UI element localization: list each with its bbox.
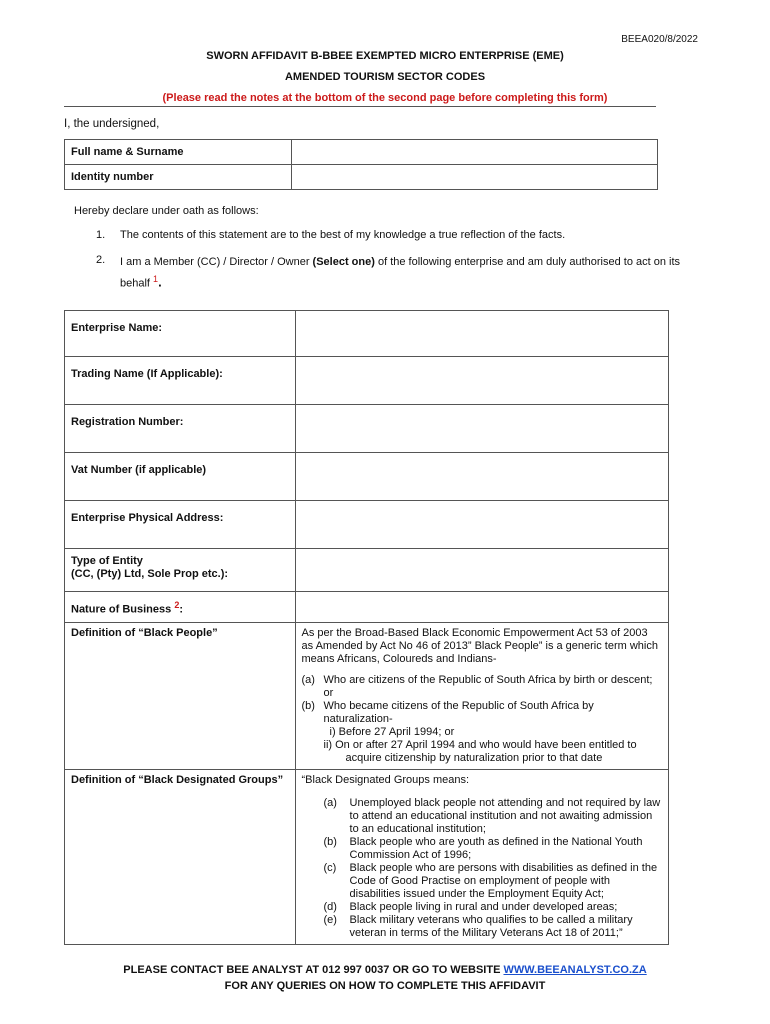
vat-number-field[interactable] <box>295 453 668 501</box>
declaration-item-2-text-cont: of the following enterprise and am duly authorised to act on its behalf <box>120 256 681 290</box>
enterprise-name-label: Enterprise Name: <box>65 311 296 357</box>
table-row <box>65 357 669 405</box>
trading-name-field[interactable] <box>295 357 668 405</box>
list-marker: (a) <box>301 674 315 686</box>
label-colon: : <box>179 603 183 616</box>
list-marker: (c) <box>323 862 337 874</box>
list-marker: (e) <box>323 914 337 926</box>
list-item <box>324 914 662 940</box>
physical-address-label: Enterprise Physical Address: <box>65 501 296 549</box>
table-row <box>65 770 669 945</box>
entity-type-label-line2: (CC, (Pty) Ltd, Sole Prop etc.): <box>71 568 229 580</box>
list-marker: (a) <box>323 797 337 809</box>
black-groups-list <box>324 797 662 940</box>
footer-contact <box>0 964 770 976</box>
list-item <box>324 797 662 836</box>
footnote-marker: 1 <box>153 274 159 284</box>
declaration-item-number: 1. <box>96 229 106 241</box>
physical-address-field[interactable] <box>295 501 668 549</box>
list-marker: (d) <box>323 901 337 913</box>
website-link[interactable]: WWW.BEEANALYST.CO.ZA <box>503 964 647 976</box>
table-row <box>65 623 669 770</box>
black-people-intro: As per the Broad-Based Black Economic Empowerment Act 53 of 2003 as Amended by Act No 46 of 2013” Black People” is a generic term which means Africans, Coloureds and Indians- <box>301 627 658 665</box>
list-item-text: Unemployed black people not attending and not required by law to attend an educational institution and not awaiting admission to an educational institution; <box>349 797 661 835</box>
table-row <box>65 453 669 501</box>
nature-of-business-text: Nature of Business <box>71 603 172 616</box>
enterprise-table <box>64 310 669 945</box>
list-marker: (b) <box>323 836 337 848</box>
nature-of-business-label <box>65 592 296 623</box>
registration-number-label: Registration Number: <box>65 405 296 453</box>
footer-queries: FOR ANY QUERIES ON HOW TO COMPLETE THIS AFFIDAVIT <box>224 980 546 992</box>
black-groups-label: Definition of “Black Designated Groups” <box>65 770 296 945</box>
table-row <box>65 549 669 592</box>
list-item-text: Black people living in rural and under developed areas; <box>349 901 618 913</box>
list-item <box>302 700 662 726</box>
list-item <box>302 674 662 700</box>
document-subtitle: AMENDED TOURISM SECTOR CODES <box>284 71 486 83</box>
identity-number-label: Identity number <box>65 165 292 190</box>
black-groups-definition <box>295 770 668 945</box>
black-people-label: Definition of “Black People” <box>65 623 296 770</box>
vat-number-label: Vat Number (if applicable) <box>65 453 296 501</box>
enterprise-name-field[interactable] <box>295 311 668 357</box>
sub-item-ii: ii) On or after 27 April 1994 and who would have been entitled to <box>323 739 637 751</box>
declaration-lead: Hereby declare under oath as follows: <box>74 205 259 217</box>
list-item <box>324 901 662 914</box>
header-divider <box>64 106 656 107</box>
table-row <box>65 405 669 453</box>
entity-type-label-line1: Type of Entity <box>71 555 143 567</box>
table-row <box>65 501 669 549</box>
sentence-end: . <box>158 274 162 290</box>
trading-name-label: Trading Name (If Applicable): <box>65 357 296 405</box>
registration-number-field[interactable] <box>295 405 668 453</box>
instruction-notice: (Please read the notes at the bottom of the second page before completing this form) <box>162 92 608 104</box>
list-item-text: Who became citizens of the Republic of South Africa by naturalization- <box>323 700 594 725</box>
black-people-list <box>302 674 662 726</box>
intro-text: I, the undersigned, <box>64 118 160 130</box>
table-row <box>65 165 658 190</box>
declaration-item-1: The contents of this statement are to the best of my knowledge a true reflection of the facts. <box>120 229 566 241</box>
list-item-text: Black people who are youth as defined in the National Youth Commission Act of 1996; <box>349 836 643 861</box>
sub-item-ii-cont: acquire citizenship by naturalization prior to that date <box>345 752 603 764</box>
black-people-definition <box>295 623 668 770</box>
identity-table <box>64 139 658 190</box>
declaration-item-2 <box>120 254 690 293</box>
document-title: SWORN AFFIDAVIT B-BBEE EXEMPTED MICRO ENTERPRISE (EME) <box>206 50 564 62</box>
list-item-text: Black people who are persons with disabilities as defined in the Code of Good Practise on employment of people with disabilities issued under the Employment Equity Act; <box>349 862 658 900</box>
list-item-text: Black military veterans who qualifies to be called a military veteran in terms of the Military Veterans Act 18 of 2011;” <box>349 914 633 939</box>
declaration-item-2-text: I am a Member (CC) / Director / Owner <box>120 256 313 268</box>
black-groups-lead: “Black Designated Groups means: <box>301 774 470 786</box>
footer-contact-text: PLEASE CONTACT BEE ANALYST AT 012 997 0037 OR GO TO WEBSITE <box>123 964 504 976</box>
entity-type-field[interactable] <box>295 549 668 592</box>
list-marker: (b) <box>301 700 315 712</box>
table-row <box>65 140 658 165</box>
sub-item-i: i) Before 27 April 1994; or <box>329 726 455 738</box>
declaration-item-number: 2. <box>96 254 106 266</box>
entity-type-label <box>65 549 296 592</box>
full-name-label: Full name & Surname <box>65 140 292 165</box>
table-row <box>65 311 669 357</box>
nature-of-business-field[interactable] <box>295 592 668 623</box>
list-item <box>324 836 662 862</box>
document-reference: BEEA020/8/2022 <box>621 34 698 45</box>
table-row <box>65 592 669 623</box>
full-name-field[interactable] <box>292 140 658 165</box>
list-item-text: Who are citizens of the Republic of South Africa by birth or descent; or <box>323 674 653 699</box>
select-one-text: (Select one) <box>312 256 375 268</box>
footnote-marker: 2 <box>174 600 180 610</box>
list-item <box>324 862 662 901</box>
identity-number-field[interactable] <box>292 165 658 190</box>
